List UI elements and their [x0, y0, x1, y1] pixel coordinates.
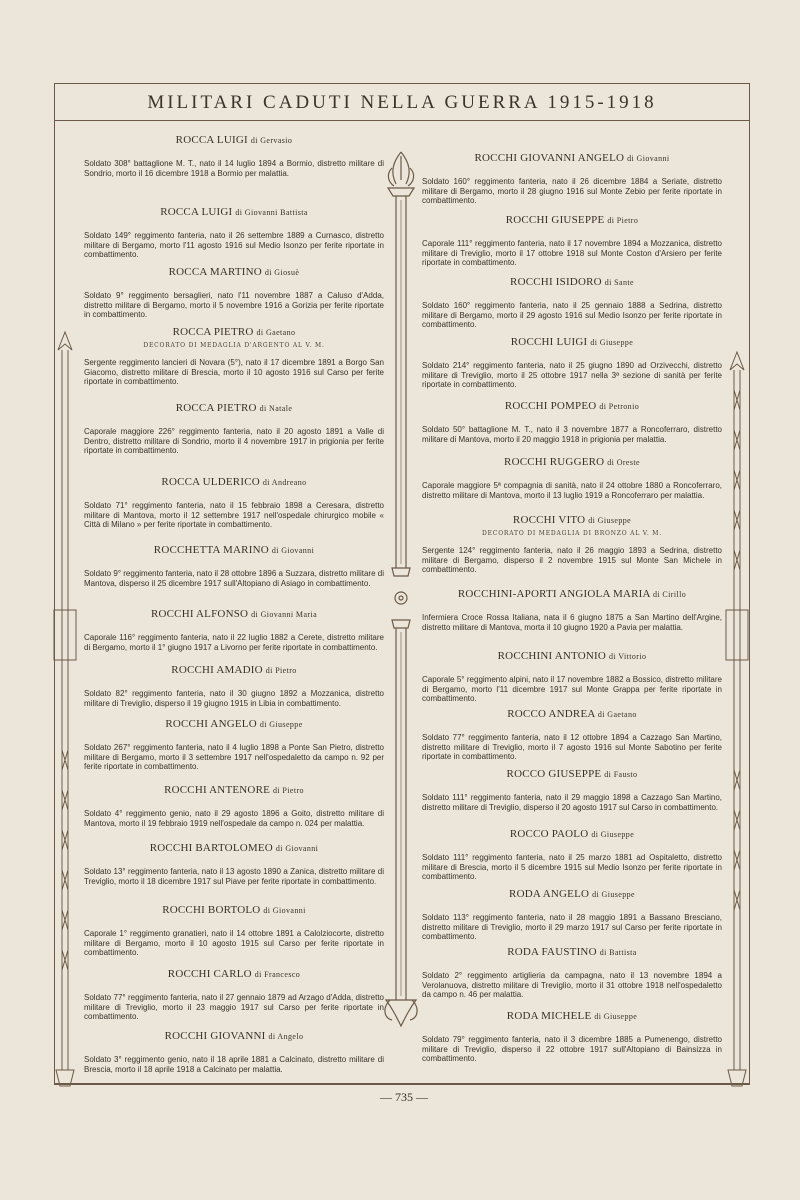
entry-body: Soldato 82° reggimento fanteria, nato il 30 giugno 1892 a Mozzanica, distretto militare di Treviglio, disperso il 19 giugno 1915 in Libia in combattimento.: [84, 689, 384, 708]
entry-body: Soldato 4° reggimento genio, nato il 29 agosto 1896 a Goito, distretto militare di Mantova, morto il 19 febbraio 1919 nell'ospedale da campo n. 024 per malattia.: [84, 809, 384, 828]
entry-body: Soldato 9° reggimento fanteria, nato il 28 ottobre 1896 a Suzzara, distretto militare di Mantova, disperso il 25 dicembre 1917 sull'Altopiano di Asiago in combattimento.: [84, 569, 384, 588]
entry-body: Soldato 50° battaglione M. T., nato il 3 novembre 1877 a Roncoferraro, distretto militare di Mantova, morto il 20 maggio 1918 in prigionia per malattia.: [422, 425, 722, 444]
surname-given-name: ROCCA PIETRO: [175, 402, 257, 414]
entry: [422, 514, 722, 575]
parent-name: di Giovanni: [627, 154, 670, 163]
entry-body: Soldato 111° reggimento fanteria, nato il 25 marzo 1881 ad Ospitaletto, distretto militare di Brescia, morto il 5 dicembre 1915 sul Medio Isonzo per ferite riportate in combattimento.: [422, 853, 722, 882]
entry-name: [422, 828, 722, 840]
entry: [84, 784, 384, 828]
entry: [84, 904, 384, 958]
entry: [422, 152, 722, 206]
entry: [84, 134, 384, 178]
parent-name: di Pietro: [607, 216, 639, 225]
surname-given-name: ROCCA ULDERICO: [161, 476, 260, 488]
entry-body: Sergente 124° reggimento fanteria, nato il 26 maggio 1893 a Sedrina, distretto militare di Bergamo, disperso il 2 novembre 1915 sul Monte San Michele in combattimento.: [422, 546, 722, 575]
entry: [84, 1030, 384, 1074]
surname-given-name: ROCCA LUIGI: [160, 206, 233, 218]
entry-body: Soldato 79° reggimento fanteria, nato il 3 dicembre 1885 a Pumenengo, distretto militare di Treviglio, disperso il 22 ottobre 1917 sull'Altopiano di Bainsizza in combattimento.: [422, 1035, 722, 1064]
entry-body: Soldato 77° reggimento fanteria, nato il 27 gennaio 1879 ad Arzago d'Adda, distretto militare di Treviglio, morto il 23 maggio 1917 sul Carso per ferite riportate in combattimento.: [84, 993, 384, 1022]
entry-body: Caporale maggiore 226° reggimento fanteria, nato il 20 agosto 1891 a Valle di Dentro, distretto militare di Sondrio, morto il 4 novembre 1917 in prigionia per ferite riportate in combattimento.: [84, 427, 384, 456]
entry: [422, 650, 722, 704]
entry-body: Soldato 3° reggimento genio, nato il 18 aprile 1881 a Calcinato, distretto militare di Brescia, morto il 18 aprile 1918 a Calcinato per malattia.: [84, 1055, 384, 1074]
surname-given-name: ROCCHINI-APORTI ANGIOLA MARIA: [457, 588, 651, 600]
parent-name: di Giuseppe: [590, 338, 634, 347]
parent-name: di Giuseppe: [588, 516, 632, 525]
entry-name: [84, 968, 384, 980]
entry-body: Soldato 160° reggimento fanteria, nato il 26 dicembre 1884 a Seriate, distretto militare di Bergamo, morto il 28 giugno 1916 sul Monte Zebio per ferite riportate in combattimento.: [422, 177, 722, 206]
page-title: MILITARI CADUTI NELLA GUERRA 1915-1918: [147, 92, 657, 113]
right-pole-ornament: [722, 350, 752, 1090]
surname-given-name: ROCCO ANDREA: [507, 708, 595, 720]
entry-name: [422, 456, 722, 468]
entry-name: [422, 152, 722, 164]
parent-name: di Oreste: [607, 458, 640, 467]
left-pole-ornament: [50, 330, 80, 1090]
entry-name: [422, 588, 722, 600]
entry: [84, 608, 384, 652]
surname-given-name: RODA FAUSTINO: [507, 946, 597, 958]
entry-body: Soldato 113° reggimento fanteria, nato il 28 maggio 1891 a Bassano Bresciano, distretto militare di Treviglio, morto il 29 marzo 1917 sul Carso per ferite riportate in combattimento.: [422, 913, 722, 942]
parent-name: di Battista: [599, 948, 637, 957]
entry-name: [84, 842, 384, 854]
entry-body: Soldato 9° reggimento bersaglieri, nato l'11 novembre 1887 a Caluso d'Adda, distretto militare di Bergamo, morto il 5 novembre 1916 a Gorizia per ferite riportate in combattimento.: [84, 291, 384, 320]
entry: [84, 266, 384, 320]
entry-name: [422, 276, 722, 288]
surname-given-name: ROCCHI LUIGI: [510, 336, 588, 348]
entry-body: Soldato 111° reggimento fanteria, nato il 29 maggio 1898 a Cazzago San Martino, distretto militare di Treviglio, disperso il 20 agosto 1917 sul Carso in combattimento.: [422, 793, 722, 812]
surname-given-name: ROCCHI POMPEO: [504, 400, 597, 412]
surname-given-name: ROCCHINI ANTONIO: [497, 650, 607, 662]
entry-name: [84, 266, 384, 278]
entry-name: [422, 768, 722, 780]
surname-given-name: ROCCHI GIOVANNI: [164, 1030, 266, 1042]
surname-given-name: RODA MICHELE: [506, 1010, 592, 1022]
surname-given-name: ROCCHI AMADIO: [171, 664, 263, 676]
entry: [422, 1010, 722, 1064]
decoration-note: DECORATO DI MEDAGLIA DI BRONZO AL V. M.: [482, 530, 662, 537]
entry-body: Caporale 5° reggimento alpini, nato il 17 novembre 1882 a Bossico, distretto militare di Bergamo, morto l'11 dicembre 1917 sul Monte Grappa per ferite riportate in combattimento.: [422, 675, 722, 704]
entry-body: Caporale 1° reggimento granatieri, nato il 14 ottobre 1891 a Calolziocorte, distretto militare di Bergamo, morto il 10 agosto 1915 sul Carso per ferite riportate in combattimento.: [84, 929, 384, 958]
surname-given-name: ROCCO PAOLO: [509, 828, 589, 840]
entry-body: Soldato 71° reggimento fanteria, nato il 15 febbraio 1898 a Ceresara, distretto militare di Mantova, morto il 12 settembre 1917 nell'ospedale chirurgico mobile « Città di Milano » per ferite riportate in combattimento.: [84, 501, 384, 530]
surname-given-name: ROCCHI ALFONSO: [150, 608, 249, 620]
entry-body: Soldato 214° reggimento fanteria, nato il 25 giugno 1890 ad Orzivecchi, distretto militare di Treviglio, morto il 25 ottobre 1917 nella 3ª sezione di sanità per ferite riportate in combattimento.: [422, 361, 722, 390]
entry-body: Infermiera Croce Rossa Italiana, nata il 6 giugno 1875 a San Martino dell'Argine, distretto militare di Mantova, morta il 10 giugno 1920 a Pavia per malattia.: [422, 613, 722, 632]
torch-column-ornament: [378, 150, 424, 1030]
entry: [422, 946, 722, 1000]
footer-rule: [54, 1083, 750, 1084]
parent-name: di Cirillo: [652, 590, 687, 599]
entry: [422, 828, 722, 882]
parent-name: di Francesco: [254, 970, 301, 979]
surname-given-name: ROCCHI ANGELO: [165, 718, 257, 730]
parent-name: di Sante: [604, 278, 634, 287]
surname-given-name: ROCCHI CARLO: [167, 968, 252, 980]
entry-body: Soldato 2° reggimento artiglieria da campagna, nato il 13 novembre 1894 a Verolanuova, distretto militare di Treviglio, morto il 31 ottobre 1918 nell'ospedaletto da campo n. 46 per malattia.: [422, 971, 722, 1000]
entry-body: Soldato 77° reggimento fanteria, nato il 12 ottobre 1894 a Cazzago San Martino, distretto militare di Treviglio, morto il 7 agosto 1916 sul Monte Sabotino per ferite riportate in combattimento.: [422, 733, 722, 762]
parent-name: di Petronio: [599, 402, 640, 411]
surname-given-name: ROCCHI BORTOLO: [162, 904, 261, 916]
entry-body: Soldato 267° reggimento fanteria, nato il 4 luglio 1898 a Ponte San Pietro, distretto militare di Bergamo, morto il 3 settembre 1917 nell'ospedaletto da campo n. 92 per ferite riportate in combattimento.: [84, 743, 384, 772]
entry: [422, 768, 722, 812]
entry: [84, 842, 384, 886]
entry-name: [84, 544, 384, 556]
surname-given-name: ROCCHI GIUSEPPE: [505, 214, 605, 226]
parent-name: di Giovanni: [263, 906, 306, 915]
entry-name: [422, 946, 722, 958]
entry: [422, 214, 722, 268]
entry: [84, 664, 384, 708]
parent-name: di Fausto: [604, 770, 638, 779]
entry-name: [422, 888, 722, 900]
entry-name: [422, 650, 722, 662]
entry-body: Soldato 308° battaglione M. T., nato il 14 luglio 1894 a Bormio, distretto militare di Sondrio, morto il 16 dicembre 1918 a Bormio per malattia.: [84, 159, 384, 178]
surname-given-name: ROCCA LUIGI: [175, 134, 248, 146]
entry-name: [84, 476, 384, 488]
entry: [422, 336, 722, 390]
decoration-note: DECORATO DI MEDAGLIA D'ARGENTO AL V. M.: [143, 342, 325, 349]
surname-given-name: ROCCA MARTINO: [168, 266, 262, 278]
surname-given-name: ROCCHI BARTOLOMEO: [149, 842, 273, 854]
entry-name: [84, 134, 384, 146]
entry: [84, 326, 384, 387]
entry-name: [84, 664, 384, 676]
surname-given-name: ROCCHI VITO: [512, 514, 586, 526]
parent-name: di Pietro: [265, 666, 297, 675]
page-number: — 735 —: [380, 1090, 428, 1104]
entry-name: [84, 608, 384, 620]
parent-name: di Giovanni: [275, 844, 319, 853]
entry-name: [422, 708, 722, 720]
surname-given-name: ROCCHI ANTENORE: [164, 784, 271, 796]
header-rule: [54, 120, 750, 121]
entry-name: [84, 904, 384, 916]
entry: [84, 476, 384, 530]
entry-name: [422, 336, 722, 348]
parent-name: di Giovanni: [271, 546, 315, 555]
parent-name: di Giovanni Maria: [251, 610, 318, 619]
parent-name: di Giosuè: [264, 268, 300, 277]
entry-body: Caporale 111° reggimento fanteria, nato il 17 novembre 1894 a Mozzanica, distretto militare di Treviglio, morto il 17 ottobre 1918 sul Monte Coston d'Arsiero per ferite riportate in combattimento.: [422, 239, 722, 268]
entry-body: Soldato 13° reggimento fanteria, nato il 13 agosto 1890 a Zanica, distretto militare di Treviglio, morto il 18 dicembre 1917 sul Piave per ferite riportate in combattimento.: [84, 867, 384, 886]
parent-name: di Gaetano: [597, 710, 637, 719]
entry: [84, 206, 384, 260]
parent-name: di Gaetano: [256, 328, 296, 337]
entry: [422, 708, 722, 762]
surname-given-name: RODA ANGELO: [509, 888, 590, 900]
entry: [84, 718, 384, 772]
entry-name: [84, 326, 384, 338]
entry-body: Caporale 116° reggimento fanteria, nato il 22 luglio 1882 a Cerete, distretto militare di Bergamo, morto il 1° giugno 1917 a Livorno per ferite riportate in combattimento.: [84, 633, 384, 652]
entry-name: [422, 514, 722, 526]
entry: [84, 968, 384, 1022]
entry-name: [84, 784, 384, 796]
parent-name: di Angelo: [268, 1032, 304, 1041]
entry: [422, 588, 722, 632]
entry-name: [84, 1030, 384, 1042]
entry-name: [84, 718, 384, 730]
entry: [84, 402, 384, 456]
parent-name: di Natale: [259, 404, 293, 413]
entry: [422, 456, 722, 500]
parent-name: di Gervasio: [250, 136, 293, 145]
parent-name: di Giuseppe: [259, 720, 303, 729]
entry-body: Sergente reggimento lancieri di Novara (5°), nato il 17 dicembre 1891 a Borgo San Giacomo, distretto militare di Brescia, morto il 10 agosto 1916 sul Carso per ferite riportate in combattimento.: [84, 358, 384, 387]
entry: [84, 544, 384, 588]
surname-given-name: ROCCHI GIOVANNI ANGELO: [474, 152, 625, 164]
entry-body: Caporale maggiore 5ª compagnia di sanità, nato il 24 ottobre 1880 a Roncoferraro, distretto militare di Mantova, morto il 13 luglio 1919 a Roncoferraro per malattia.: [422, 481, 722, 500]
parent-name: di Giuseppe: [594, 1012, 638, 1021]
entry-name: [422, 400, 722, 412]
entry: [422, 276, 722, 330]
entry-name: [422, 214, 722, 226]
surname-given-name: ROCCHETTA MARINO: [153, 544, 269, 556]
entry-name: [84, 206, 384, 218]
entry-body: Soldato 160° reggimento fanteria, nato il 25 gennaio 1888 a Sedrina, distretto militare di Bergamo, morto il 29 agosto 1916 sul Medio Isonzo per ferite riportate in combattimento.: [422, 301, 722, 330]
parent-name: di Giovanni Battista: [235, 208, 308, 217]
surname-given-name: ROCCO GIUSEPPE: [506, 768, 602, 780]
parent-name: di Giuseppe: [591, 830, 635, 839]
entry: [422, 400, 722, 444]
entry-name: [84, 402, 384, 414]
parent-name: di Vittorio: [609, 652, 647, 661]
parent-name: di Giuseppe: [592, 890, 635, 899]
entry-name: [422, 1010, 722, 1022]
surname-given-name: ROCCHI RUGGERO: [504, 456, 605, 468]
surname-given-name: ROCCA PIETRO: [172, 326, 254, 338]
parent-name: di Andreano: [262, 478, 307, 487]
parent-name: di Pietro: [273, 786, 304, 795]
surname-given-name: ROCCHI ISIDORO: [510, 276, 602, 288]
entry-body: Soldato 149° reggimento fanteria, nato il 26 settembre 1889 a Curnasco, distretto militare di Bergamo, morto l'11 agosto 1916 sul Medio Isonzo per ferite riportate in combattimento.: [84, 231, 384, 260]
entry: [422, 888, 722, 942]
